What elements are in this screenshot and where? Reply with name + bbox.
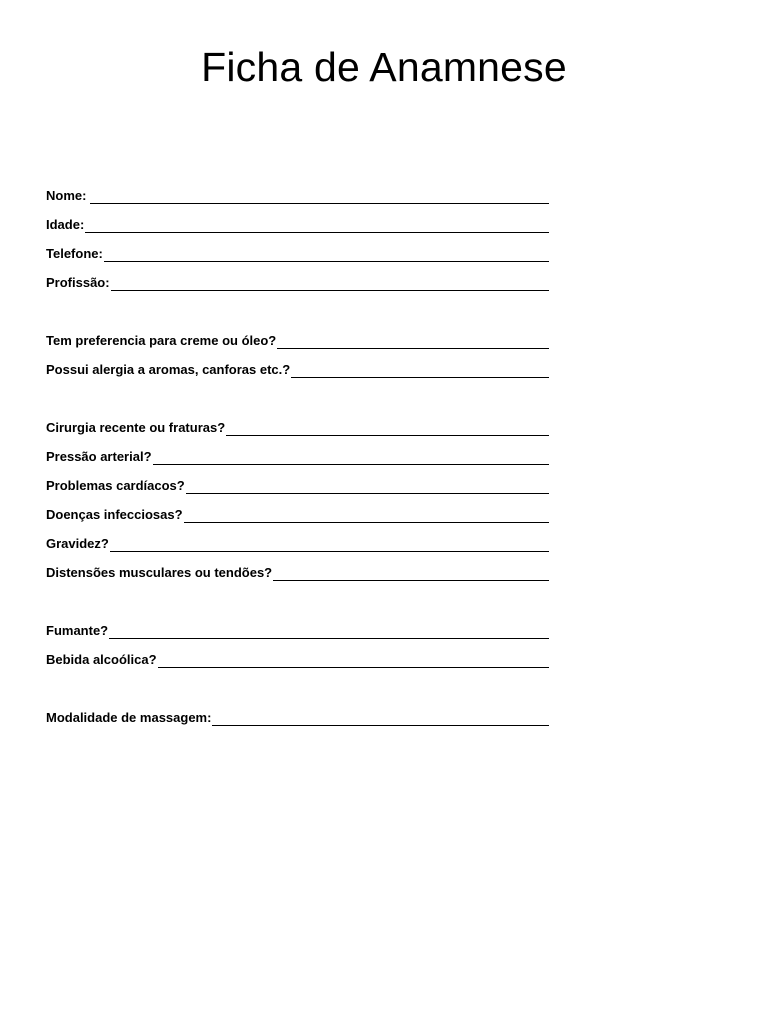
anamnese-form	[46, 178, 549, 729]
field-row-infecciosas	[46, 497, 549, 526]
field-label-telefone: Telefone:	[46, 246, 103, 261]
field-line-preferencia[interactable]	[277, 347, 549, 349]
field-row-preferencia	[46, 323, 549, 352]
field-row-pressao	[46, 439, 549, 468]
field-row-alergia	[46, 352, 549, 381]
field-row-fumante	[46, 613, 549, 642]
field-label-cardiacos: Problemas cardíacos?	[46, 478, 185, 493]
field-row-bebida	[46, 642, 549, 671]
field-label-preferencia: Tem preferencia para creme ou óleo?	[46, 333, 277, 348]
field-line-profissao[interactable]	[111, 289, 549, 291]
field-row-idade	[46, 207, 549, 236]
field-line-gravidez[interactable]	[110, 550, 549, 552]
field-label-pressao: Pressão arterial?	[46, 449, 152, 464]
field-label-bebida: Bebida alcoólica?	[46, 652, 157, 667]
field-label-distensoes: Distensões musculares ou tendões?	[46, 565, 273, 580]
field-label-infecciosas: Doenças infecciosas?	[46, 507, 183, 522]
field-label-fumante: Fumante?	[46, 623, 109, 638]
page-title: Ficha de Anamnese	[201, 44, 567, 90]
field-line-telefone[interactable]	[104, 260, 549, 262]
field-row-modalidade	[46, 700, 549, 729]
field-line-fumante[interactable]	[109, 637, 549, 639]
field-line-cirurgia[interactable]	[226, 434, 549, 436]
field-row-cirurgia	[46, 410, 549, 439]
field-line-modalidade[interactable]	[212, 724, 549, 726]
field-line-pressao[interactable]	[153, 463, 549, 465]
field-line-idade[interactable]	[85, 231, 549, 233]
field-label-modalidade: Modalidade de massagem:	[46, 710, 212, 725]
field-row-cardiacos	[46, 468, 549, 497]
field-line-distensoes[interactable]	[273, 579, 549, 581]
field-row-profissao	[46, 265, 549, 294]
field-label-cirurgia: Cirurgia recente ou fraturas?	[46, 420, 226, 435]
field-line-alergia[interactable]	[291, 376, 549, 378]
field-label-gravidez: Gravidez?	[46, 536, 109, 551]
field-row-nome	[46, 178, 549, 207]
field-line-bebida[interactable]	[158, 666, 549, 668]
field-label-alergia: Possui alergia a aromas, canforas etc.?	[46, 362, 291, 377]
field-row-distensoes	[46, 555, 549, 584]
field-line-cardiacos[interactable]	[186, 492, 549, 494]
field-label-profissao: Profissão:	[46, 275, 110, 290]
field-row-gravidez	[46, 526, 549, 555]
field-row-telefone	[46, 236, 549, 265]
field-line-nome[interactable]	[90, 202, 549, 204]
field-label-nome: Nome:	[46, 188, 87, 203]
field-label-idade: Idade:	[46, 217, 85, 232]
field-line-infecciosas[interactable]	[184, 521, 549, 523]
